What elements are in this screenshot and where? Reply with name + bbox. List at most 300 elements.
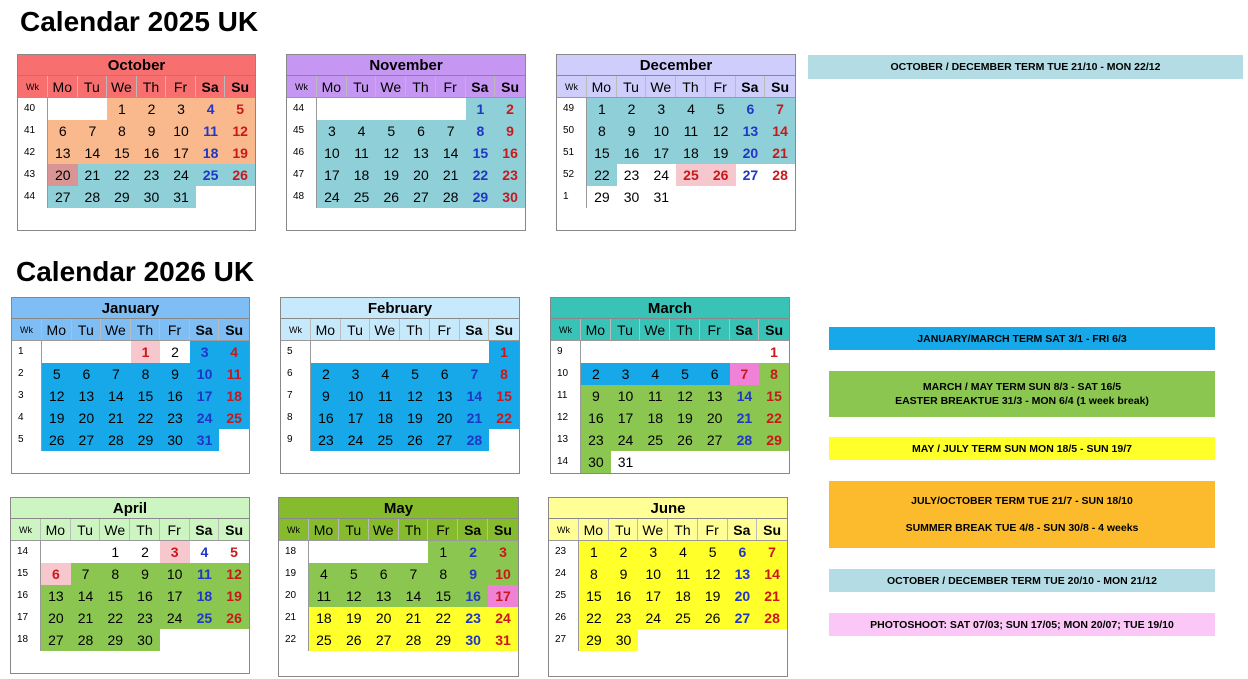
day-cell: 28 xyxy=(436,186,466,208)
day-cell: 14 xyxy=(730,385,760,407)
day-cell: 7 xyxy=(765,98,795,120)
week-row xyxy=(287,186,525,208)
day-cell: 18 xyxy=(190,585,220,607)
empty-day-cell xyxy=(339,541,369,563)
weekday-header: Tu xyxy=(339,519,369,540)
month-december-2025 xyxy=(556,54,796,231)
day-cell: 24 xyxy=(317,186,347,208)
week-number-header: Wk xyxy=(12,319,42,340)
weekday-header: Sa xyxy=(190,519,220,540)
week-number-header: Wk xyxy=(557,76,587,97)
note-line: EASTER BREAKTUE 31/3 - MON 6/4 (1 week break) xyxy=(895,395,1149,407)
day-cell: 3 xyxy=(160,541,190,563)
weekday-header: Sa xyxy=(730,319,760,340)
day-cell: 20 xyxy=(48,164,78,186)
day-cell: 1 xyxy=(111,544,120,560)
day-cell: 26 xyxy=(225,164,255,186)
day-cell: 25 xyxy=(309,629,339,651)
note-photoshoot-dates xyxy=(829,613,1215,636)
week-number: 20 xyxy=(279,585,309,607)
day-cell: 29 xyxy=(579,629,609,651)
empty-day-cell xyxy=(759,451,789,473)
weekday-header: Su xyxy=(225,522,244,538)
day-cell: 5 xyxy=(230,544,238,560)
weekday-header: Su xyxy=(765,322,784,338)
weekday-header: Tu xyxy=(609,519,639,540)
empty-day-cell xyxy=(670,451,700,473)
day-cell: 4 xyxy=(676,98,706,120)
day-cell: 1 xyxy=(579,541,609,563)
note-term-jan-mar-2026 xyxy=(829,327,1215,350)
day-cell: 16 xyxy=(458,585,488,607)
week-number-header: Wk xyxy=(551,319,581,340)
day-cell: 9 xyxy=(617,120,647,142)
weekday-header: Th xyxy=(676,76,706,97)
day-cell: 2 xyxy=(171,344,179,360)
note-line: OCTOBER / DECEMBER TERM TUE 21/10 - MON 22/12 xyxy=(890,61,1161,73)
day-cell: 29 xyxy=(759,429,789,451)
week-number: 4 xyxy=(12,407,42,429)
title-2026: Calendar 2026 UK xyxy=(16,256,255,287)
day-cell: 13 xyxy=(41,585,71,607)
day-cell: 24 xyxy=(653,167,670,183)
week-number: 15 xyxy=(11,563,41,585)
month-name: February xyxy=(281,298,519,319)
weekday-header-row xyxy=(549,519,787,541)
day-cell: 18 xyxy=(309,607,339,629)
day-cell: 8 xyxy=(759,363,789,385)
day-cell: 21 xyxy=(436,164,466,186)
empty-day-cell xyxy=(765,186,795,208)
day-cell: 28 xyxy=(71,629,101,651)
day-cell: 3 xyxy=(341,363,371,385)
day-cell: 11 xyxy=(309,585,339,607)
empty-day-cell xyxy=(219,629,249,651)
day-cell: 22 xyxy=(131,407,161,429)
day-cell: 5 xyxy=(706,98,736,120)
day-cell: 12 xyxy=(219,563,249,585)
week-number-header: Wk xyxy=(549,519,579,540)
week-number: 42 xyxy=(18,142,48,164)
day-cell: 8 xyxy=(489,363,519,385)
day-cell: 8 xyxy=(131,363,161,385)
day-cell: 22 xyxy=(100,607,130,629)
weekday-header-row xyxy=(11,519,249,541)
day-cell: 12 xyxy=(42,385,72,407)
day-cell: 24 xyxy=(166,164,196,186)
day-cell: 30 xyxy=(160,429,190,451)
week-number: 25 xyxy=(549,585,579,607)
note-term-mar-may-2026 xyxy=(829,371,1215,417)
weekday-header: Mo xyxy=(48,76,78,97)
day-cell: 22 xyxy=(466,164,496,186)
week-row xyxy=(12,341,249,363)
day-cell: 6 xyxy=(736,98,766,120)
week-row xyxy=(551,451,789,473)
day-cell: 20 xyxy=(736,142,766,164)
note-line: PHOTOSHOOT: SAT 07/03; SUN 17/05; MON 20/07; TUE 19/10 xyxy=(870,618,1174,631)
day-cell: 23 xyxy=(130,607,160,629)
empty-day-cell xyxy=(700,341,730,363)
weekday-header: Tu xyxy=(71,519,101,540)
week-number: 27 xyxy=(549,629,579,651)
day-cell: 27 xyxy=(742,167,759,183)
note-line: MARCH / MAY TERM SUN 8/3 - SAT 16/5 xyxy=(922,381,1122,393)
week-row xyxy=(549,585,787,607)
week-number: 46 xyxy=(287,142,317,164)
day-cell: 2 xyxy=(617,98,647,120)
day-cell: 1 xyxy=(107,98,137,120)
day-cell: 2 xyxy=(581,363,611,385)
day-cell: 26 xyxy=(42,429,72,451)
empty-day-cell xyxy=(640,451,670,473)
day-cell: 28 xyxy=(460,429,490,451)
day-cell: 6 xyxy=(72,363,102,385)
week-row xyxy=(18,164,255,186)
day-cell: 9 xyxy=(130,563,160,585)
day-cell: 23 xyxy=(458,607,488,629)
day-cell: 30 xyxy=(609,629,639,651)
week-row xyxy=(287,164,525,186)
note-line: JANUARY/MARCH TERM SAT 3/1 - FRI 6/3 xyxy=(917,332,1127,345)
day-cell: 18 xyxy=(196,142,226,164)
weekday-header: Fr xyxy=(166,76,196,97)
day-cell: 14 xyxy=(101,385,131,407)
weekday-header: Sa xyxy=(190,319,220,340)
day-cell: 20 xyxy=(406,164,436,186)
empty-day-cell xyxy=(311,341,341,363)
day-cell: 12 xyxy=(225,120,255,142)
day-cell: 30 xyxy=(581,451,611,473)
weekday-header: Mo xyxy=(42,319,72,340)
week-number: 12 xyxy=(551,407,581,429)
day-cell: 18 xyxy=(668,585,698,607)
day-cell: 7 xyxy=(460,363,490,385)
day-cell: 24 xyxy=(488,607,518,629)
day-cell: 27 xyxy=(700,429,730,451)
day-cell: 19 xyxy=(219,585,249,607)
day-cell: 30 xyxy=(130,629,160,651)
day-cell: 12 xyxy=(670,385,700,407)
week-number: 44 xyxy=(18,186,48,208)
day-cell: 31 xyxy=(653,189,670,205)
day-cell: 5 xyxy=(339,563,369,585)
weekday-header: We xyxy=(640,319,670,340)
week-number: 51 xyxy=(557,142,587,164)
day-cell: 23 xyxy=(495,164,525,186)
week-row xyxy=(279,629,518,651)
day-cell: 31 xyxy=(190,429,220,451)
day-cell: 21 xyxy=(71,607,101,629)
week-number: 18 xyxy=(279,541,309,563)
empty-day-cell xyxy=(730,341,760,363)
day-cell: 25 xyxy=(347,186,377,208)
week-number: 41 xyxy=(18,120,48,142)
day-cell: 13 xyxy=(700,385,730,407)
empty-day-cell xyxy=(640,341,670,363)
week-number-header: Wk xyxy=(11,519,41,540)
day-cell: 27 xyxy=(72,429,102,451)
note-term-jul-oct-2026 xyxy=(829,481,1215,548)
day-cell: 10 xyxy=(166,120,196,142)
week-row xyxy=(281,385,519,407)
day-cell: 3 xyxy=(646,98,676,120)
weekday-header: Th xyxy=(406,76,436,97)
day-cell: 19 xyxy=(42,407,72,429)
day-cell: 7 xyxy=(730,363,760,385)
month-february-2026 xyxy=(280,297,520,474)
day-cell: 15 xyxy=(428,585,458,607)
week-row xyxy=(18,120,255,142)
weekday-header: Mo xyxy=(579,519,609,540)
day-cell: 23 xyxy=(623,167,640,183)
week-number: 7 xyxy=(281,385,311,407)
day-cell: 29 xyxy=(100,629,130,651)
month-april-2026 xyxy=(10,497,250,674)
day-cell: 30 xyxy=(137,186,167,208)
day-cell: 5 xyxy=(225,98,255,120)
day-cell: 2 xyxy=(311,363,341,385)
day-cell: 21 xyxy=(757,585,787,607)
week-number: 52 xyxy=(557,164,587,186)
day-cell: 11 xyxy=(347,142,377,164)
day-cell: 6 xyxy=(41,563,71,585)
day-cell: 9 xyxy=(609,563,639,585)
day-cell: 17 xyxy=(166,142,196,164)
day-cell: 1 xyxy=(428,541,458,563)
weekday-header: Sa xyxy=(460,319,490,340)
weekday-header: Tu xyxy=(611,319,641,340)
day-cell: 24 xyxy=(638,607,668,629)
day-cell: 19 xyxy=(225,142,255,164)
day-cell: 25 xyxy=(196,164,226,186)
month-june-2026 xyxy=(548,497,788,677)
day-cell: 31 xyxy=(488,629,518,651)
month-name: November xyxy=(287,55,525,76)
week-row xyxy=(281,407,519,429)
day-cell: 15 xyxy=(100,585,130,607)
day-cell: 29 xyxy=(428,629,458,651)
week-row xyxy=(12,385,249,407)
week-number: 2 xyxy=(12,363,42,385)
day-cell: 16 xyxy=(311,407,341,429)
day-cell: 2 xyxy=(141,544,149,560)
day-cell: 21 xyxy=(765,142,795,164)
empty-day-cell xyxy=(581,341,611,363)
weekday-header: Th xyxy=(668,519,698,540)
day-cell: 23 xyxy=(137,164,167,186)
day-cell: 16 xyxy=(495,142,525,164)
weekday-header-row xyxy=(18,76,255,98)
week-number: 26 xyxy=(549,607,579,629)
day-cell: 20 xyxy=(72,407,102,429)
day-cell: 6 xyxy=(700,363,730,385)
day-cell: 27 xyxy=(41,629,71,651)
empty-day-cell xyxy=(430,341,460,363)
day-cell: 29 xyxy=(131,429,161,451)
week-row xyxy=(11,607,249,629)
day-cell: 14 xyxy=(765,120,795,142)
week-row xyxy=(551,385,789,407)
empty-day-cell xyxy=(317,98,347,120)
day-cell: 16 xyxy=(581,407,611,429)
month-name: March xyxy=(551,298,789,319)
day-cell: 9 xyxy=(160,363,190,385)
day-cell: 13 xyxy=(48,142,78,164)
day-cell: 14 xyxy=(757,563,787,585)
weekday-header: We xyxy=(370,319,400,340)
day-cell: 29 xyxy=(594,189,610,205)
day-cell: 11 xyxy=(196,120,226,142)
day-cell: 19 xyxy=(698,585,728,607)
empty-day-cell xyxy=(406,98,436,120)
day-cell: 8 xyxy=(466,120,496,142)
empty-day-cell xyxy=(460,341,490,363)
day-cell: 5 xyxy=(376,120,406,142)
month-october-2025 xyxy=(17,54,256,231)
week-row xyxy=(12,407,249,429)
day-cell: 15 xyxy=(587,142,617,164)
week-number: 22 xyxy=(279,629,309,651)
weekday-header-row xyxy=(551,319,789,341)
weekday-header: Su xyxy=(501,79,520,95)
weekday-header: Fr xyxy=(430,319,460,340)
day-cell: 26 xyxy=(219,607,249,629)
title-2025: Calendar 2025 UK xyxy=(20,6,259,37)
day-cell: 22 xyxy=(759,407,789,429)
week-number: 24 xyxy=(549,563,579,585)
week-row xyxy=(12,363,249,385)
week-number: 1 xyxy=(557,186,587,208)
empty-day-cell xyxy=(196,186,226,208)
day-cell: 9 xyxy=(581,385,611,407)
day-cell: 16 xyxy=(617,142,647,164)
note-term-oct-dec-2026 xyxy=(829,569,1215,592)
day-cell: 7 xyxy=(71,563,101,585)
empty-day-cell xyxy=(399,541,429,563)
day-cell: 24 xyxy=(160,607,190,629)
day-cell: 13 xyxy=(728,563,758,585)
day-cell: 6 xyxy=(406,120,436,142)
day-cell: 4 xyxy=(200,544,209,560)
day-cell: 16 xyxy=(137,142,167,164)
week-row xyxy=(12,429,249,451)
empty-day-cell xyxy=(42,341,72,363)
day-cell: 11 xyxy=(190,563,220,585)
day-cell: 11 xyxy=(370,385,400,407)
empty-day-cell xyxy=(436,98,466,120)
weekday-header-row xyxy=(279,519,518,541)
empty-day-cell xyxy=(48,98,78,120)
day-cell: 3 xyxy=(638,541,668,563)
week-row xyxy=(557,98,795,120)
week-number: 17 xyxy=(11,607,41,629)
week-row xyxy=(18,186,255,208)
weekday-header: Tu xyxy=(72,319,102,340)
day-cell: 6 xyxy=(48,120,78,142)
day-cell: 25 xyxy=(190,607,220,629)
weekday-header: Su xyxy=(231,79,250,95)
weekday-header: Tu xyxy=(78,76,108,97)
week-row xyxy=(551,363,789,385)
day-cell: 19 xyxy=(339,607,369,629)
empty-day-cell xyxy=(341,341,371,363)
day-cell: 21 xyxy=(101,407,131,429)
empty-day-cell xyxy=(347,98,377,120)
day-cell: 18 xyxy=(676,142,706,164)
week-number: 23 xyxy=(549,541,579,563)
day-cell: 4 xyxy=(219,341,249,363)
week-number: 13 xyxy=(551,429,581,451)
weekday-header: Mo xyxy=(311,319,341,340)
day-cell: 23 xyxy=(311,429,341,451)
day-cell: 17 xyxy=(160,585,190,607)
week-number: 18 xyxy=(11,629,41,651)
day-cell: 31 xyxy=(166,186,196,208)
weekday-header: We xyxy=(646,76,676,97)
day-cell: 23 xyxy=(581,429,611,451)
week-number: 6 xyxy=(281,363,311,385)
weekday-header: We xyxy=(369,519,399,540)
empty-day-cell xyxy=(698,629,728,651)
day-cell: 8 xyxy=(107,120,137,142)
day-cell: 4 xyxy=(347,120,377,142)
weekday-header: Th xyxy=(131,319,161,340)
day-cell: 1 xyxy=(587,98,617,120)
day-cell: 30 xyxy=(495,186,525,208)
day-cell: 12 xyxy=(400,385,430,407)
day-cell: 2 xyxy=(495,98,525,120)
day-cell: 18 xyxy=(219,385,249,407)
weekday-header: Th xyxy=(670,319,700,340)
week-number: 10 xyxy=(551,363,581,385)
day-cell: 17 xyxy=(646,142,676,164)
day-cell: 22 xyxy=(428,607,458,629)
day-cell: 2 xyxy=(137,98,167,120)
note-term-may-jul-2026 xyxy=(829,437,1215,460)
day-cell: 22 xyxy=(107,164,137,186)
day-cell: 12 xyxy=(339,585,369,607)
day-cell: 25 xyxy=(640,429,670,451)
day-cell: 28 xyxy=(399,629,429,651)
note-term-oct-dec-2025 xyxy=(808,55,1243,79)
day-cell: 25 xyxy=(676,164,706,186)
day-cell: 24 xyxy=(341,429,371,451)
empty-day-cell xyxy=(160,629,190,651)
day-cell: 4 xyxy=(370,363,400,385)
weekday-header: Su xyxy=(771,79,790,95)
day-cell: 3 xyxy=(488,541,518,563)
day-cell: 11 xyxy=(668,563,698,585)
day-cell: 9 xyxy=(458,563,488,585)
day-cell: 2 xyxy=(458,541,488,563)
weekday-header: We xyxy=(107,76,137,97)
day-cell: 18 xyxy=(370,407,400,429)
empty-day-cell xyxy=(668,629,698,651)
week-number: 14 xyxy=(551,451,581,473)
day-cell: 27 xyxy=(48,186,78,208)
day-cell: 27 xyxy=(369,629,399,651)
weekday-header: Su xyxy=(763,522,782,538)
day-cell: 11 xyxy=(676,120,706,142)
day-cell: 10 xyxy=(488,563,518,585)
day-cell: 26 xyxy=(706,164,736,186)
week-number: 5 xyxy=(12,429,42,451)
week-number: 40 xyxy=(18,98,48,120)
week-row xyxy=(551,341,789,363)
week-row xyxy=(11,563,249,585)
day-cell: 17 xyxy=(611,407,641,429)
